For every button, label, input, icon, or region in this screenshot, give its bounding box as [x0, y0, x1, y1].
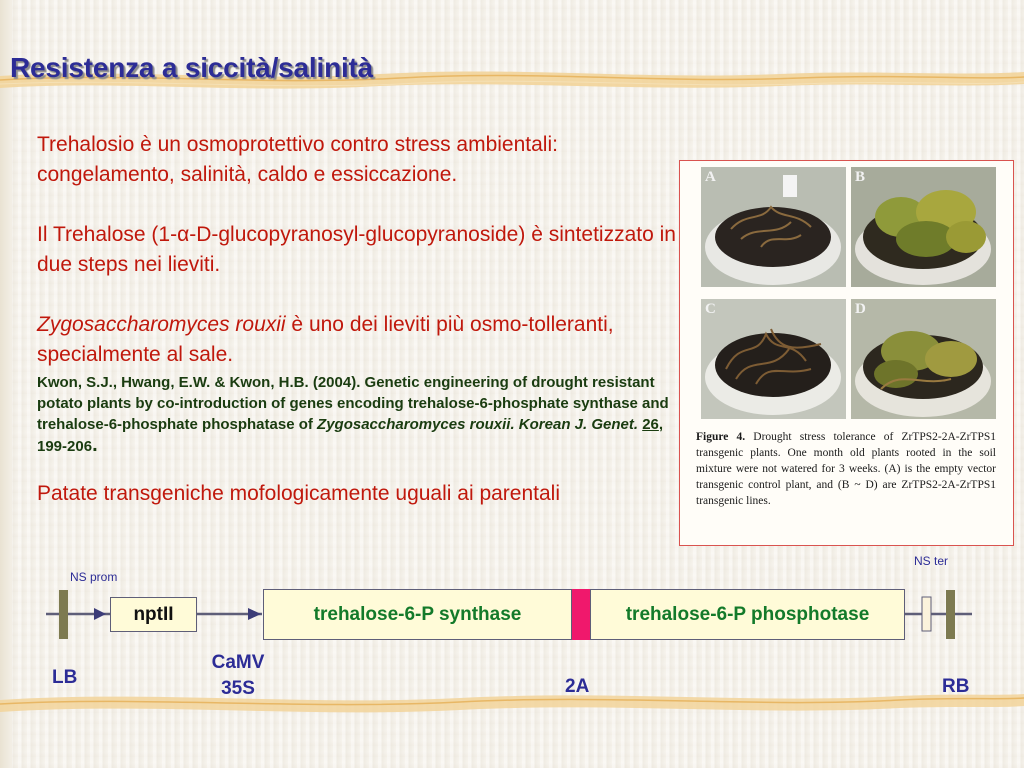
plant-pot-d-image: [851, 299, 996, 419]
rb-border-marker: [946, 590, 955, 639]
species-name: Zygosaccharomyces rouxii: [37, 313, 286, 336]
paragraph-trehalose-role: Trehalosio è un osmoprotettivo contro stress ambientali: congelamento, salinità, caldo e essiccazione.: [37, 133, 558, 186]
synthesis-text-start: Il Trehalose (1-: [37, 223, 178, 246]
figure-drought-tolerance: [679, 160, 1014, 546]
photo-panel-a: [701, 167, 846, 287]
panel-letter-d: D: [855, 301, 866, 317]
nptii-gene-box: nptII: [110, 597, 197, 632]
phosphotase-gene-box: trehalose-6-P phosphotase: [590, 589, 905, 640]
paragraph-transgenic-potatoes: Patate transgeniche mofologicamente uguali ai parentali: [37, 482, 561, 505]
rb-label: RB: [942, 676, 970, 697]
panel-letter-b: B: [855, 169, 866, 185]
ns-ter-box: [922, 597, 931, 631]
gene-construct-diagram: [0, 550, 1024, 710]
ns-prom-label: NS prom: [70, 570, 118, 584]
plant-pot-b-image: [851, 167, 996, 287]
caption-text: Drought stress tolerance of ZrTPS2-2A-ZrTPS1 transgenic plants. One month old plants rooted in the soil mixture were not watered for 3 weeks. (A) is the empty vector transgenic control plant, and (B ~ D) are ZrTPS2-2A-ZrTPS1 transgenic lines.: [696, 431, 996, 507]
reference-dot: .: [92, 434, 98, 456]
plant-pot-c-image: [701, 299, 846, 419]
panel-letter-a: A: [705, 169, 716, 185]
reference-volume: 26: [642, 416, 659, 433]
caption-label: Figure 4.: [696, 431, 746, 443]
figure-caption: [696, 429, 996, 509]
reference-pages: , 199-206: [37, 416, 664, 455]
lb-border-marker: [59, 590, 68, 639]
synthesis-text-end: -D-glucopyranosyl-glucopyranoside) è sintetizzato in due steps nei lieviti.: [37, 223, 676, 276]
yeast-text: è uno dei lieviti più osmo-tolleranti, specialmente al sale.: [37, 313, 614, 366]
body-text: [37, 130, 677, 509]
reference-main: Kwon, S.J., Hwang, E.W. & Kwon, H.B. (2004). Genetic engineering of drought resistant potato plants by co-introduction of genes encoding trehalose-6-phosphate synthase and trehalose-6-phosphate phosphatase of: [37, 374, 669, 433]
ns-prom-arrow: [94, 608, 106, 620]
reference-journal: Zygosaccharomyces rouxii. Korean J. Genet.: [317, 416, 639, 433]
synthase-gene-box: trehalose-6-P synthase: [263, 589, 572, 640]
reference-citation: [37, 372, 677, 457]
top-decorative-wave: [0, 0, 1024, 100]
alpha-symbol: α: [177, 223, 190, 246]
linker-2a-label: 2A: [565, 676, 590, 697]
camv-35s-label: [200, 650, 276, 702]
ns-ter-label: NS ter: [914, 554, 949, 568]
paragraph-yeast: [37, 310, 677, 370]
lb-label: LB: [52, 667, 78, 688]
plant-pot-a-image: [701, 167, 846, 287]
photo-panel-c: [701, 299, 846, 419]
camv-line2: 35S: [221, 678, 255, 699]
linker-2a: [572, 589, 590, 640]
panel-letter-c: C: [705, 301, 716, 317]
paragraph-trehalose-synthesis: [37, 220, 677, 280]
camv-arrow: [248, 608, 261, 620]
photo-panel-b: [851, 167, 996, 287]
slide-title: Resistenza a siccità/salinità: [10, 52, 374, 83]
camv-line1: CaMV: [211, 652, 265, 673]
photo-panel-d: [851, 299, 996, 419]
